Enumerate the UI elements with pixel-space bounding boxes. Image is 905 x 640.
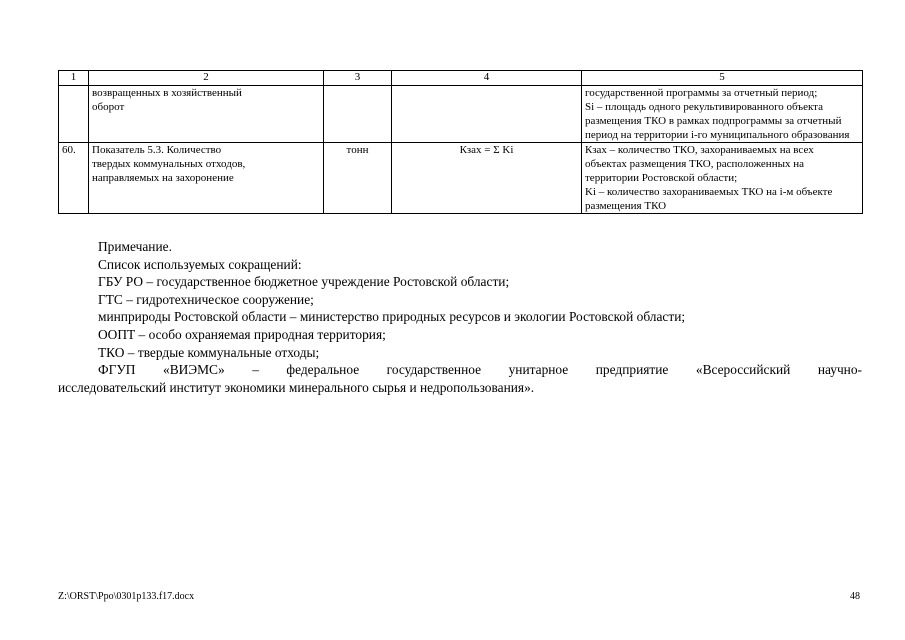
notes-title: Примечание.: [98, 239, 172, 254]
abbreviation-item: ТКО – твердые коммунальные отходы;: [98, 344, 320, 360]
indicator-name-cell: Показатель 5.3. Количество твердых коммунальных отходов, направляемых на захоронение: [89, 143, 324, 214]
file-path-footer: Z:\ORST\Ppo\0301p133.f17.docx: [58, 591, 195, 602]
abbreviation-item-continuation: исследовательский институт экономики минерального сырья и недропользования».: [58, 379, 535, 395]
unit-cell: [324, 86, 392, 143]
table-header-cell: 2: [89, 71, 324, 86]
abbreviation-item: ООПТ – особо охраняемая природная территория;: [98, 326, 386, 342]
table-row: [59, 86, 863, 143]
abbreviation-item: минприроды Ростовской области – министерство природных ресурсов и экологии Ростовской области;: [98, 309, 686, 325]
table-header-row: [59, 71, 863, 86]
abbreviation-item: ГБУ РО – государственное бюджетное учреждение Ростовской области;: [98, 274, 510, 290]
row-number-cell: 60.: [59, 143, 89, 214]
formula-cell: Кзах = Σ Ki: [392, 143, 582, 214]
notes-section: [58, 238, 862, 396]
table-header-cell: 3: [324, 71, 392, 86]
description-cell: государственной программы за отчетный период; Si – площадь одного рекультивированного объекта размещения ТКО в рамках подпрограммы за отчетный период на территории i-го муниципального образования: [582, 86, 863, 143]
page-number: 48: [850, 591, 860, 602]
abbreviation-item: ФГУП «ВИЭМС» – федеральное государственное унитарное предприятие «Всероссийский научно-: [98, 362, 862, 378]
table-header-cell: 4: [392, 71, 582, 86]
formula-cell: [392, 86, 582, 143]
unit-cell: тонн: [324, 143, 392, 214]
indicator-name-cell: возвращенных в хозяйственный оборот: [89, 86, 324, 143]
table-row: [59, 143, 863, 214]
description-cell: Кзах – количество ТКО, захораниваемых на всех объектах размещения ТКО, расположенных на территории Ростовской области; Ki – количество захораниваемых ТКО на i-м объекте размещения ТКО: [582, 143, 863, 214]
table-header-cell: 5: [582, 71, 863, 86]
table-header-cell: 1: [59, 71, 89, 86]
indicators-table: [58, 70, 863, 214]
row-number-cell: [59, 86, 89, 143]
abbreviations-intro: Список используемых сокращений:: [98, 256, 302, 272]
abbreviation-item: ГТС – гидротехническое сооружение;: [98, 291, 314, 307]
